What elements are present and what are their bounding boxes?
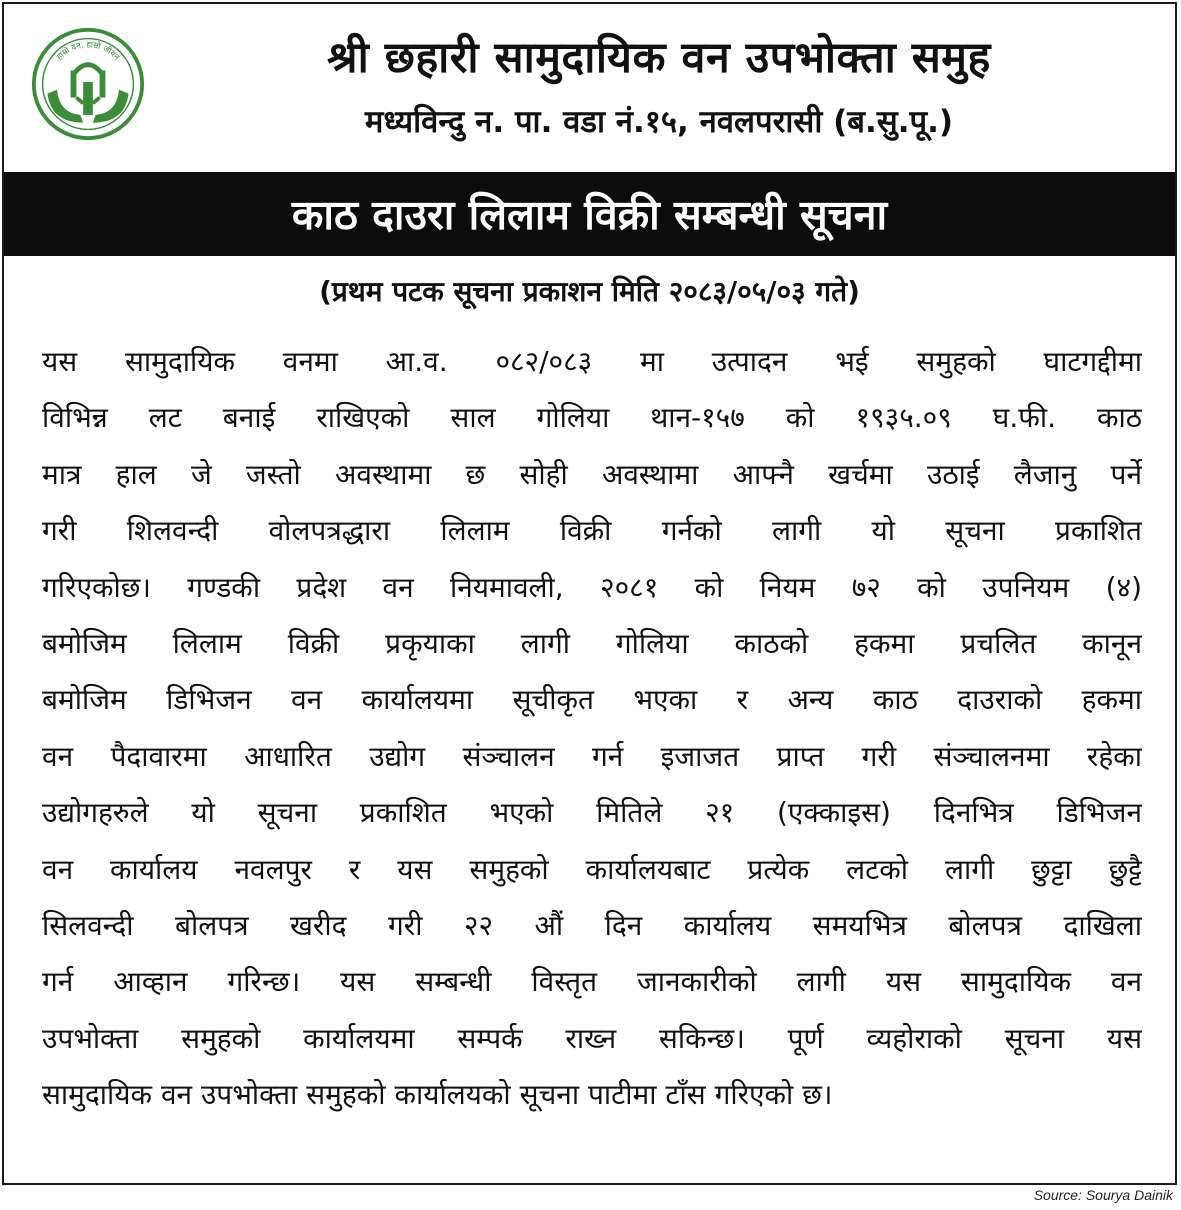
body-line: मात्र हाल जे जस्तो अवस्थामा छ सोही अवस्थामा आफ्नै खर्चमा उठाई लैजानु पर्ने <box>42 457 1142 491</box>
notice-body <box>42 334 1142 1123</box>
body-line: गर्न आव्हान गरिन्छ। यस सम्बन्धी विस्तृत जानकारीको लागी यस सामुदायिक वन <box>42 965 1142 999</box>
body-line: बमोजिम लिलाम विक्री प्रकृयाका लागी गोलिया काठको हकमा प्रचलित कानून <box>42 626 1142 660</box>
body-line: बमोजिम डिभिजन वन कार्यालयमा सूचीकृत भएका र अन्य काठ दाउराको हकमा <box>42 683 1142 717</box>
body-line: गरी शिलवन्दी वोलपत्रद्धारा लिलाम विक्री गर्नको लागी यो सूचना प्रकाशित <box>42 514 1142 548</box>
source-credit: Source: Sourya Dainik <box>1033 1187 1173 1203</box>
organization-address: मध्यविन्दु न. पा. वडा नं.१५, नवलपरासी (ब.सु.पू.) <box>364 104 954 140</box>
body-line: वन कार्यालय नवलपुर र यस समुहको कार्यालयबाट प्रत्येक लटको लागी छुट्टा छुट्टै <box>42 852 1142 886</box>
notice-title: काठ दाउरा लिलाम विक्री सम्बन्धी सूचना <box>4 172 1175 256</box>
body-line: विभिन्न लट बनाई राखिएको साल गोलिया थान-१५७ को १९३५.०९ घ.फी. काठ <box>42 401 1142 435</box>
organization-name: श्री छहारी सामुदायिक वन उपभोक्ता समुह <box>327 33 991 83</box>
body-line: गरिएकोछ। गण्डकी प्रदेश वन नियमावली, २०८१ को नियम ७२ को उपनियम (४) <box>42 570 1142 604</box>
body-line: सामुदायिक वन उपभोक्ता समुहको कार्यालयको सूचना पाटीमा टाँस गरिएको छ। <box>42 1078 833 1112</box>
body-line: उपभोक्ता समुहको कार्यालयमा सम्पर्क राख्न सकिन्छ। पूर्ण व्यहोराको सूचना यस <box>42 1021 1142 1055</box>
publication-date-line: (प्रथम पटक सूचना प्रकाशन मिति २०८३/०५/०३ गते) <box>319 275 860 308</box>
logo-motto-text: हाम्रो वन, हाम्रो जीवन <box>54 39 122 62</box>
body-line: उद्योगहरुले यो सूचना प्रकाशित भएको मितिले २१ (एक्काइस) दिनभित्र डिभिजन <box>42 796 1142 830</box>
body-line: सिलवन्दी बोलपत्र खरीद गरी २२ औं दिन कार्यालय समयभित्र बोलपत्र दाखिला <box>42 908 1142 942</box>
body-line: वन पैदावारमा आधारित उद्योग संञ्चालन गर्न इजाजत प्राप्त गरी संञ्चालनमा रहेका <box>42 739 1142 773</box>
notice-header <box>4 4 1175 172</box>
body-line: यस सामुदायिक वनमा आ.व. ०८२/०८३ मा उत्पादन भई समुहको घाटगद्दीमा <box>42 345 1142 378</box>
forest-group-logo-icon <box>30 26 146 142</box>
notice-card <box>2 2 1177 1185</box>
